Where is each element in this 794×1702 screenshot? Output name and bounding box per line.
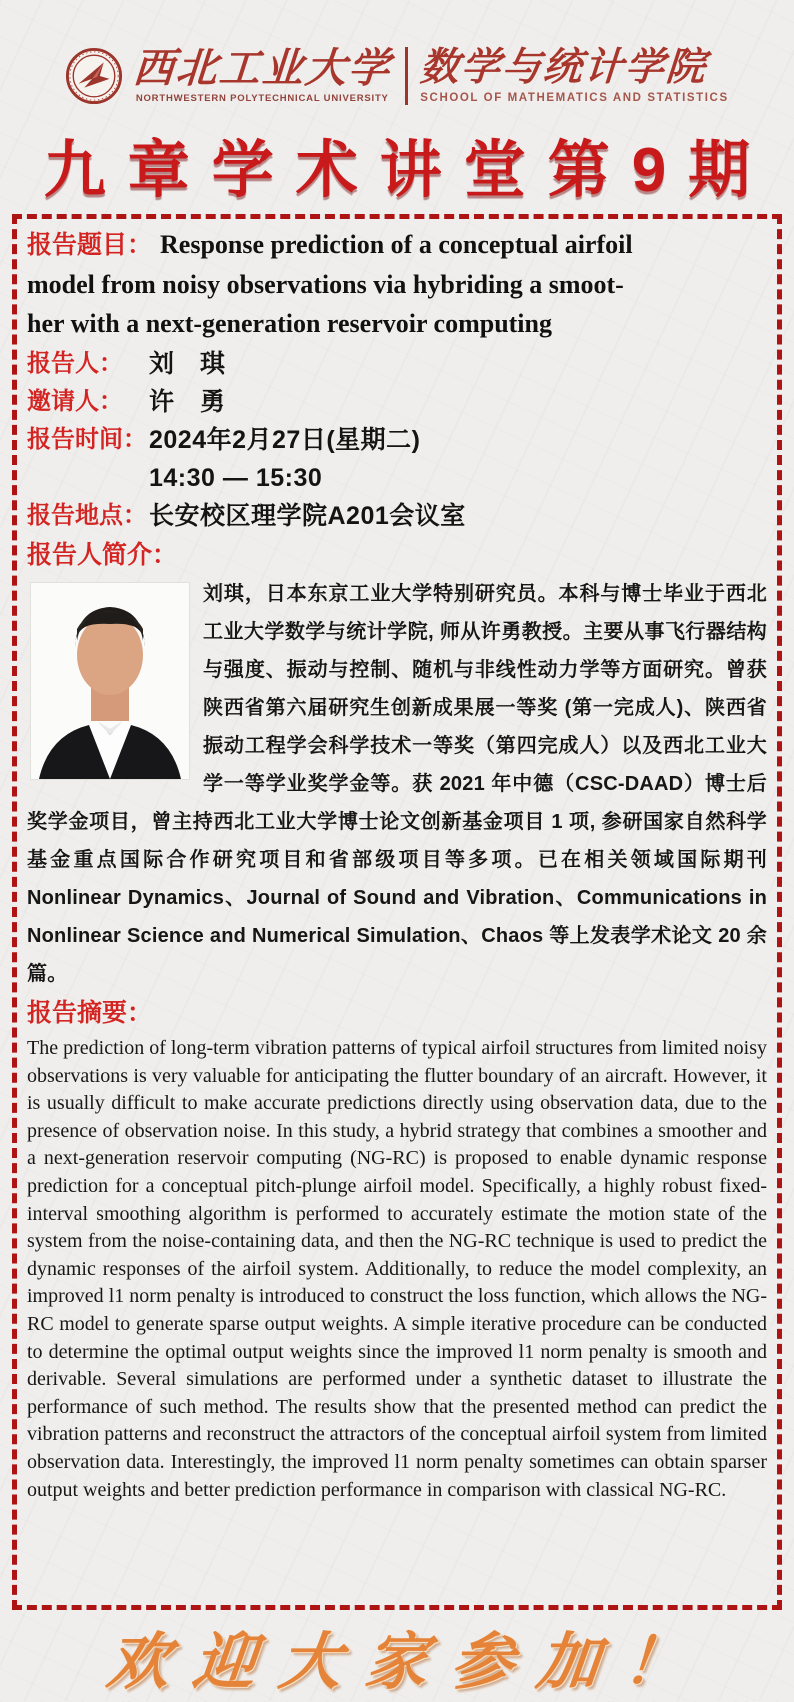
speaker-bio-text: 刘琪，日本东京工业大学特别研究员。本科与博士毕业于西北工业大学数学与统计学院, 师从许勇教授。主要从事飞行器结构与强度、振动与控制、随机与非线性动力学等方面研究。曾获陕西省第六届研究生创新成果展一等奖 (第一完成人)、陕西省振动工程学会科学技术一等奖（第四完成人）以及西北工业大学一等学业奖学金等。获 2021 年中德（CSC-DAAD）博士后奖学金项目，曾主持西北工业大学博士论文创新基金项目 1 项, 参研国家自然科学基金重点国际合作研究项目和省部级项目等多项。已在相关领域国际期刊 Nonlinear Dynamics、Journal of Sound and Vibration、Communications in Nonlinear Science and Numerical Simulation、Chaos 等上发表学术论文 20 余篇。 <box>27 583 767 985</box>
school-name-cn: 数学与统计学院 <box>418 44 709 91</box>
time-range-row <box>27 459 767 497</box>
venue-label: 报告地点： <box>27 502 147 529</box>
time-label-spacer <box>27 459 149 497</box>
topic-label: 报告题目： <box>27 231 153 259</box>
bio-label: 报告人简介： <box>27 541 178 569</box>
lecture-series-title: 九章学术讲堂第9期 <box>43 135 773 205</box>
time-date: 2024年2月27日(星期二) <box>149 426 421 454</box>
inviter-label: 邀请人： <box>27 388 123 415</box>
school-name-en: SCHOOL OF MATHEMATICS AND STATISTICS <box>420 91 729 104</box>
topic-line-3: her with a next-generation reservoir computing <box>27 309 552 338</box>
abstract-text: The prediction of long-term vibration patterns of typical airfoil structures from limited noisy observations is very valuable for anticipating the flutter boundary of an aircraft. However, it is usually difficult to make accurate predictions directly using observation data, due to the presence of observation noise. In this study, a hybrid strategy that combines a smoother and a next-generation reservoir computing (NG-RC) is proposed to enable dynamic response prediction for a conceptual pitch-plunge airfoil model. Specifically, a highly robust fixed-interval smoothing algorithm is performed to accurately estimate the motion state of the system from the noise-containing data, and then the NG-RC technique is used to predict the dynamic responses of the airfoil system. Additionally, to reduce the model complexity, an improved l1 norm penalty is introduced to construct the loss function, which allows the NG-RC model to generate sparse output weights. A simple iterative procedure can be conducted to determine the optimal output weights since the improved l1 norm penalty is smooth and derivable. Several simulations are performed under a synthetic dataset to illustrate the performance of such method. The results show that the presented method can predict the vibration patterns and reconstruct the attractors of the conceptual airfoil system from limited observation data. Interestingly, the improved l1 norm penalty sometimes can obtain sparser output weights and better prediction performance in comparison with classical NG-RC. <box>27 1037 767 1501</box>
abstract-label: 报告摘要： <box>27 999 153 1027</box>
inviter-row <box>27 383 767 421</box>
poster-header <box>0 0 794 118</box>
speaker-label: 报告人： <box>27 350 123 377</box>
speaker-photo <box>31 583 189 779</box>
university-name-en: NORTHWESTERN POLYTECHNICAL UNIVERSITY <box>135 92 389 104</box>
university-name-cn: 西北工业大学 <box>131 44 394 93</box>
poster-body <box>12 214 782 1610</box>
report-topic <box>27 225 767 343</box>
venue-row <box>27 497 767 535</box>
speaker-bio <box>27 575 767 993</box>
welcome-footer: 欢迎大家参加！ <box>103 1624 714 1698</box>
venue-name: 长安校区理学院A201会议室 <box>149 502 466 530</box>
time-row <box>27 421 767 459</box>
speaker-row <box>27 345 767 383</box>
time-label: 报告时间： <box>27 426 147 453</box>
university-seal-icon <box>65 47 123 105</box>
topic-line-2: model from noisy observations via hybriding a smoot- <box>27 270 624 299</box>
speaker-name: 刘 琪 <box>149 350 226 378</box>
topic-line-1: Response prediction of a conceptual airfoil <box>160 230 633 259</box>
time-range: 14:30 — 15:30 <box>149 464 323 492</box>
header-divider <box>405 47 408 105</box>
inviter-name: 许 勇 <box>149 388 226 416</box>
